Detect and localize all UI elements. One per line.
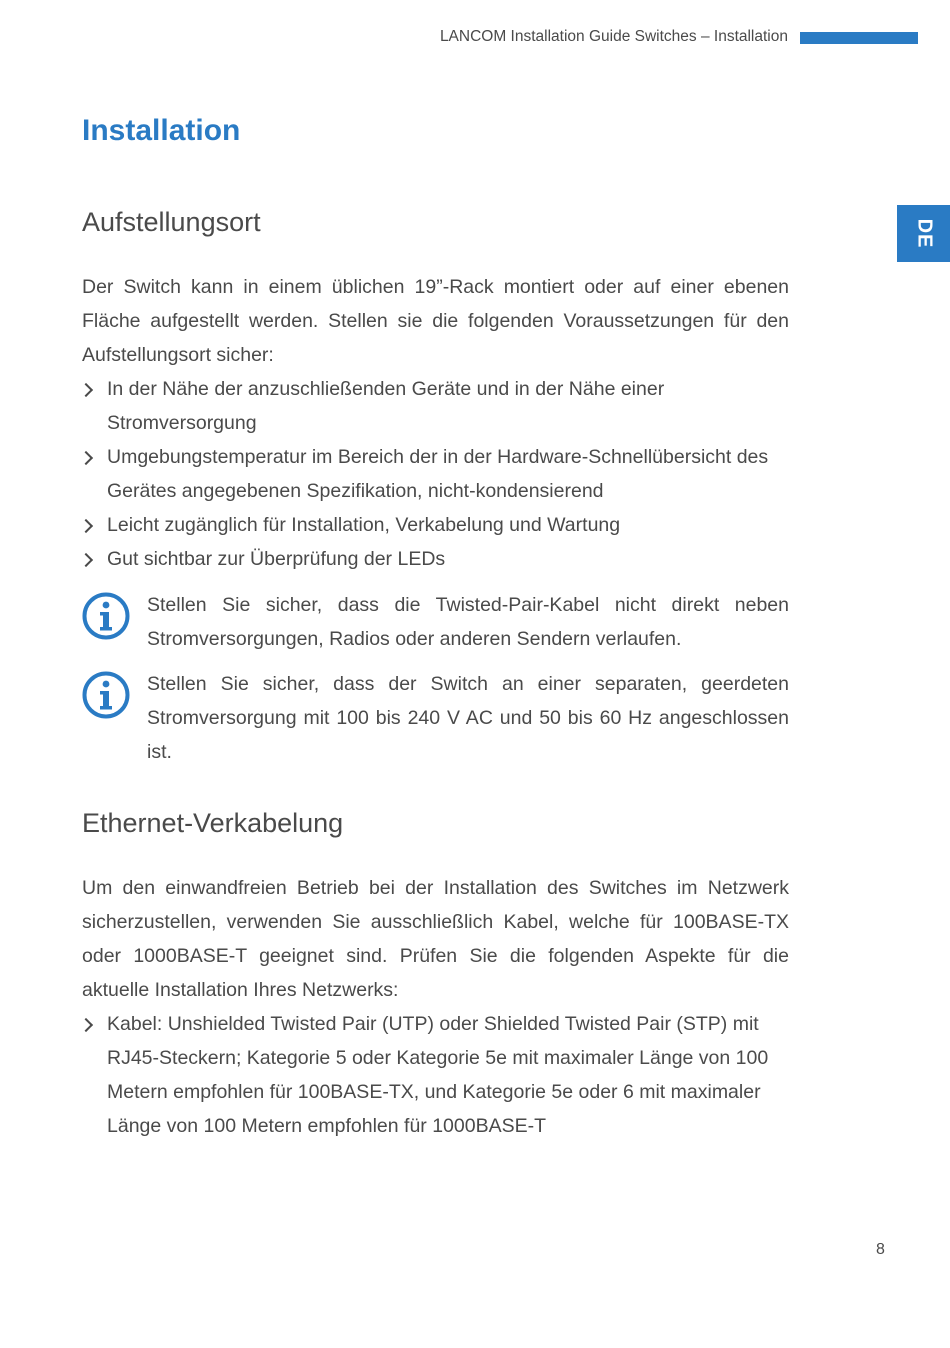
info-icon — [82, 671, 130, 719]
info-note-text: Stellen Sie sicher, dass die Twisted-Pair-Kabel nicht direkt neben Stromversorgungen, Radios oder anderen Sendern verlaufen. — [147, 594, 789, 650]
page-number: 8 — [876, 1241, 885, 1258]
info-note — [82, 588, 789, 656]
list-item: Gut sichtbar zur Überprüfung der LEDs — [82, 542, 789, 576]
chevron-right-icon — [79, 1018, 93, 1032]
chevron-right-icon — [79, 553, 93, 567]
running-header: LANCOM Installation Guide Switches – Installation — [439, 28, 788, 45]
chevron-right-icon — [79, 383, 93, 397]
section-heading-location: Aufstellungsort — [82, 207, 261, 237]
info-note — [82, 667, 789, 769]
chevron-right-icon — [79, 451, 93, 465]
language-tab — [897, 205, 950, 262]
list-item: In der Nähe der anzuschließenden Geräte und in der Nähe einer Stromversorgung — [82, 372, 789, 440]
page-title: Installation — [82, 114, 241, 147]
info-note-text: Stellen Sie sicher, dass der Switch an einer separaten, geerdeten Stromversorgung mit 100 bis 240 V AC und 50 bis 60 Hz angeschlossen ist. — [147, 673, 789, 763]
location-intro: Der Switch kann in einem üblichen 19”-Rack montiert oder auf einer ebenen Fläche aufgestellt werden. Stellen sie die folgenden Voraussetzungen für den Aufstellungsort sicher: — [82, 276, 789, 366]
info-icon — [82, 592, 130, 640]
list-item: Umgebungstemperatur im Bereich der in der Hardware-Schnellübersicht des Gerätes angegebenen Spezifikation, nicht-kondensierend — [82, 440, 789, 508]
ethernet-intro: Um den einwandfreien Betrieb bei der Installation des Switches im Netzwerk sicherzustellen, verwenden Sie ausschließlich Kabel, welche für 100BASE-TX oder 1000BASE-T geeignet sind. Prüfen Sie die folgenden Aspekte für die aktuelle Installation Ihres Netzwerks: — [82, 877, 789, 1001]
ethernet-aspects-list — [82, 1007, 789, 1143]
location-requirements-list — [82, 372, 789, 576]
section-heading-ethernet: Ethernet-Verkabelung — [82, 808, 344, 838]
chevron-right-icon — [79, 519, 93, 533]
list-item: Leicht zugänglich für Installation, Verkabelung und Wartung — [82, 508, 789, 542]
header-accent-bar — [800, 32, 918, 44]
language-tab-label: DE — [912, 218, 935, 249]
list-item: Kabel: Unshielded Twisted Pair (UTP) oder Shielded Twisted Pair (STP) mit RJ45-Steckern; Kategorie 5 oder Kategorie 5e mit maximaler Länge von 100 Metern empfohlen für 100BASE-TX, und Kategorie 5e oder 6 mit maximaler Länge von 100 Metern empfohlen für 1000BASE-T — [82, 1007, 789, 1143]
